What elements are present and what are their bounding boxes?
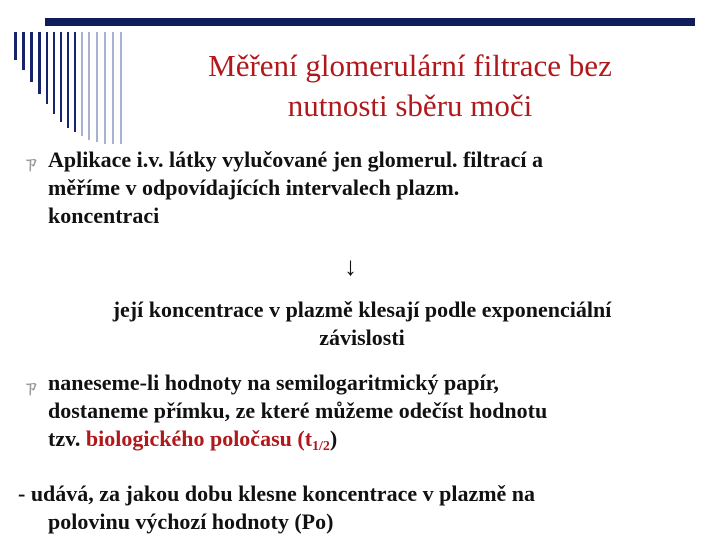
bullet-1-line-3: koncentraci [48,203,160,228]
down-arrow-icon: ↓ [344,252,357,281]
stripe [60,32,62,122]
term-text: biologického poločasu (t [85,426,313,451]
bullet-1 [48,146,708,230]
bullet-1-line-1: Aplikace i.v. látky vylučované jen glomerul. filtrací a [48,147,543,172]
stripe [67,32,69,128]
slide-title [130,46,690,126]
bullet-2-line-3 [48,425,708,453]
note-line-2: polovinu výchozí hodnoty (Po) [48,509,334,534]
statement-line-2: závislosti [319,325,405,350]
term-close: ) [329,426,338,451]
bullet-2-line-2: dostaneme přímku, ze které můžeme odečíst hodnotu [48,398,548,423]
stripe [81,32,83,136]
bullet-arrow-icon: ㄗ [22,154,40,174]
bullet-2 [48,369,708,453]
bullet-2-line-1: naneseme-li hodnoty na semilogaritmický papír, [48,370,499,395]
stripe [88,32,90,140]
stripe [46,32,48,104]
top-decorative-rule [45,18,695,26]
stripe [22,32,25,70]
note-line-1: - udává, za jakou dobu klesne koncentrace v plazmě na [18,481,536,506]
biological-half-life-term [85,426,330,454]
note [18,480,708,536]
statement-line-1: její koncentrace v plazmě klesají podle exponenciální [112,297,612,322]
bullet-1-line-2: měříme v odpovídajících intervalech plazm. [48,175,460,200]
decorative-stripes [14,32,124,144]
stripe [96,32,98,142]
stripe [14,32,17,60]
title-line-2: nutnosti sběru moči [287,88,533,123]
stripe [53,32,55,114]
statement [22,296,702,352]
stripe [74,32,76,132]
stripe [104,32,106,144]
stripe [38,32,41,94]
stripe [120,32,122,144]
bullet-arrow-icon: ㄗ [22,378,40,398]
stripe [112,32,114,144]
title-line-1: Měření glomerulární filtrace bez [208,48,612,83]
half-subscript: 1/2 [312,439,330,454]
stripe [30,32,33,82]
bullet-2-prefix: tzv. [48,426,81,451]
